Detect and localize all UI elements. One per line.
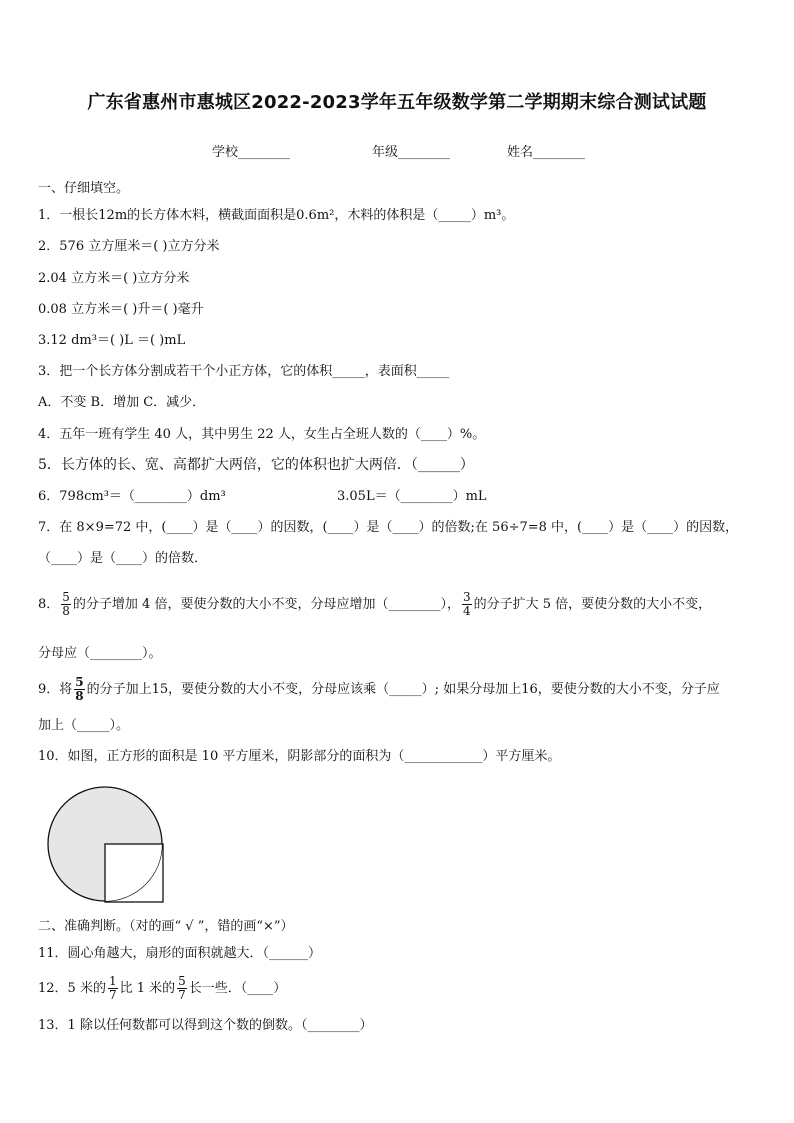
fraction-numerator: 5 bbox=[178, 974, 186, 988]
q8-tail: 的分子扩大 5 倍，要使分数的大小不变， bbox=[473, 597, 712, 612]
q9-text: 的分子加上15，要使分数的大小不变，分母应该乘（_____）; 如果分母加上16，要使分数的大小不变，分子应 bbox=[86, 682, 720, 697]
question-8-line2: 分母应（________）。 bbox=[38, 646, 162, 661]
fraction-5-7 bbox=[177, 975, 187, 1002]
fraction-numerator: 5 bbox=[75, 675, 84, 689]
question-12 bbox=[38, 972, 286, 1006]
question-6a: 6．798cm³＝（________）dm³ bbox=[38, 489, 226, 504]
question-7-line1: 7．在 8×9=72 中，(____）是（____）的因数，(____）是（____）的倍数;在 56÷7=8 中，(____）是（____）的因数， bbox=[38, 520, 739, 535]
question-3-options: A．不变 B．增加 C．减少． bbox=[38, 395, 206, 410]
q12-middle: 比 1 米的 bbox=[119, 981, 176, 996]
question-5: 5．长方体的长、宽、高都扩大两倍，它的体积也扩大两倍．（______） bbox=[38, 457, 474, 473]
q8-middle: 的分子增加 4 倍，要使分数的大小不变，分母应增加（________）， bbox=[72, 597, 460, 612]
question-4: 4．五年一班有学生 40 人，其中男生 22 人，女生占全班人数的（____）%。 bbox=[38, 427, 486, 442]
grade-field: 年级________ bbox=[372, 145, 451, 160]
question-7-line2: （____）是（____）的倍数． bbox=[38, 551, 208, 566]
question-2d: 3.12 dm³＝( )L ＝( )mL bbox=[38, 333, 186, 348]
fraction-denominator: 7 bbox=[108, 988, 117, 1002]
question-9 bbox=[38, 676, 720, 704]
fraction-denominator: 7 bbox=[178, 988, 186, 1002]
fraction-3-4 bbox=[462, 591, 472, 618]
fraction-5-8 bbox=[74, 676, 84, 703]
fraction-numerator: 1 bbox=[108, 974, 117, 988]
fraction-5-8 bbox=[61, 591, 71, 618]
q8-prefix: 8． bbox=[38, 597, 60, 612]
q12-prefix: 12．5 米的 bbox=[38, 981, 106, 996]
fraction-numerator: 3 bbox=[462, 590, 471, 604]
question-8 bbox=[38, 588, 711, 622]
question-10: 10．如图，正方形的面积是 10 平方厘米，阴影部分的面积为（____________）平方厘米。 bbox=[38, 749, 561, 764]
unshaded-quarter bbox=[105, 844, 162, 901]
fraction-1-7 bbox=[108, 975, 118, 1002]
question-11: 11．圆心角越大，扇形的面积就越大．（______） bbox=[38, 946, 322, 961]
section-1-heading: 一、仔细填空。 bbox=[38, 181, 130, 196]
fraction-denominator: 8 bbox=[62, 604, 70, 618]
fraction-numerator: 5 bbox=[62, 590, 70, 604]
question-9-line2: 加上（_____）。 bbox=[38, 718, 130, 733]
school-field: 学校________ bbox=[212, 145, 291, 160]
question-2b: 2.04 立方米＝( )立方分米 bbox=[38, 271, 190, 286]
page-title: 广东省惠州市惠城区2022-2023学年五年级数学第二学期期末综合测试试题 bbox=[87, 92, 707, 113]
section-2-heading: 二、准确判断。（对的画“ √ ”，错的画“×”） bbox=[38, 919, 294, 934]
question-6b: 3.05L＝（________）mL bbox=[337, 489, 487, 504]
question-3: 3．把一个长方体分割成若干个小正方体，它的体积_____，表面积_____ bbox=[38, 364, 450, 379]
name-field: 姓名________ bbox=[507, 145, 586, 160]
question-2c: 0.08 立方米＝( )升＝( )毫升 bbox=[38, 302, 204, 317]
q9-prefix: 9．将 bbox=[38, 682, 73, 697]
q12-tail: 长一些．（____） bbox=[188, 981, 287, 996]
fraction-denominator: 4 bbox=[462, 604, 471, 618]
circle-square-figure bbox=[46, 786, 168, 904]
question-13: 13．1 除以任何数都可以得到这个数的倒数。（________） bbox=[38, 1018, 373, 1033]
fraction-denominator: 8 bbox=[75, 689, 84, 703]
question-1: 1．一根长12m的长方体木料，横截面面积是0.6m²，木料的体积是（_____）m³。 bbox=[38, 208, 515, 223]
question-2a: 2．576 立方厘米＝( )立方分米 bbox=[38, 239, 220, 254]
